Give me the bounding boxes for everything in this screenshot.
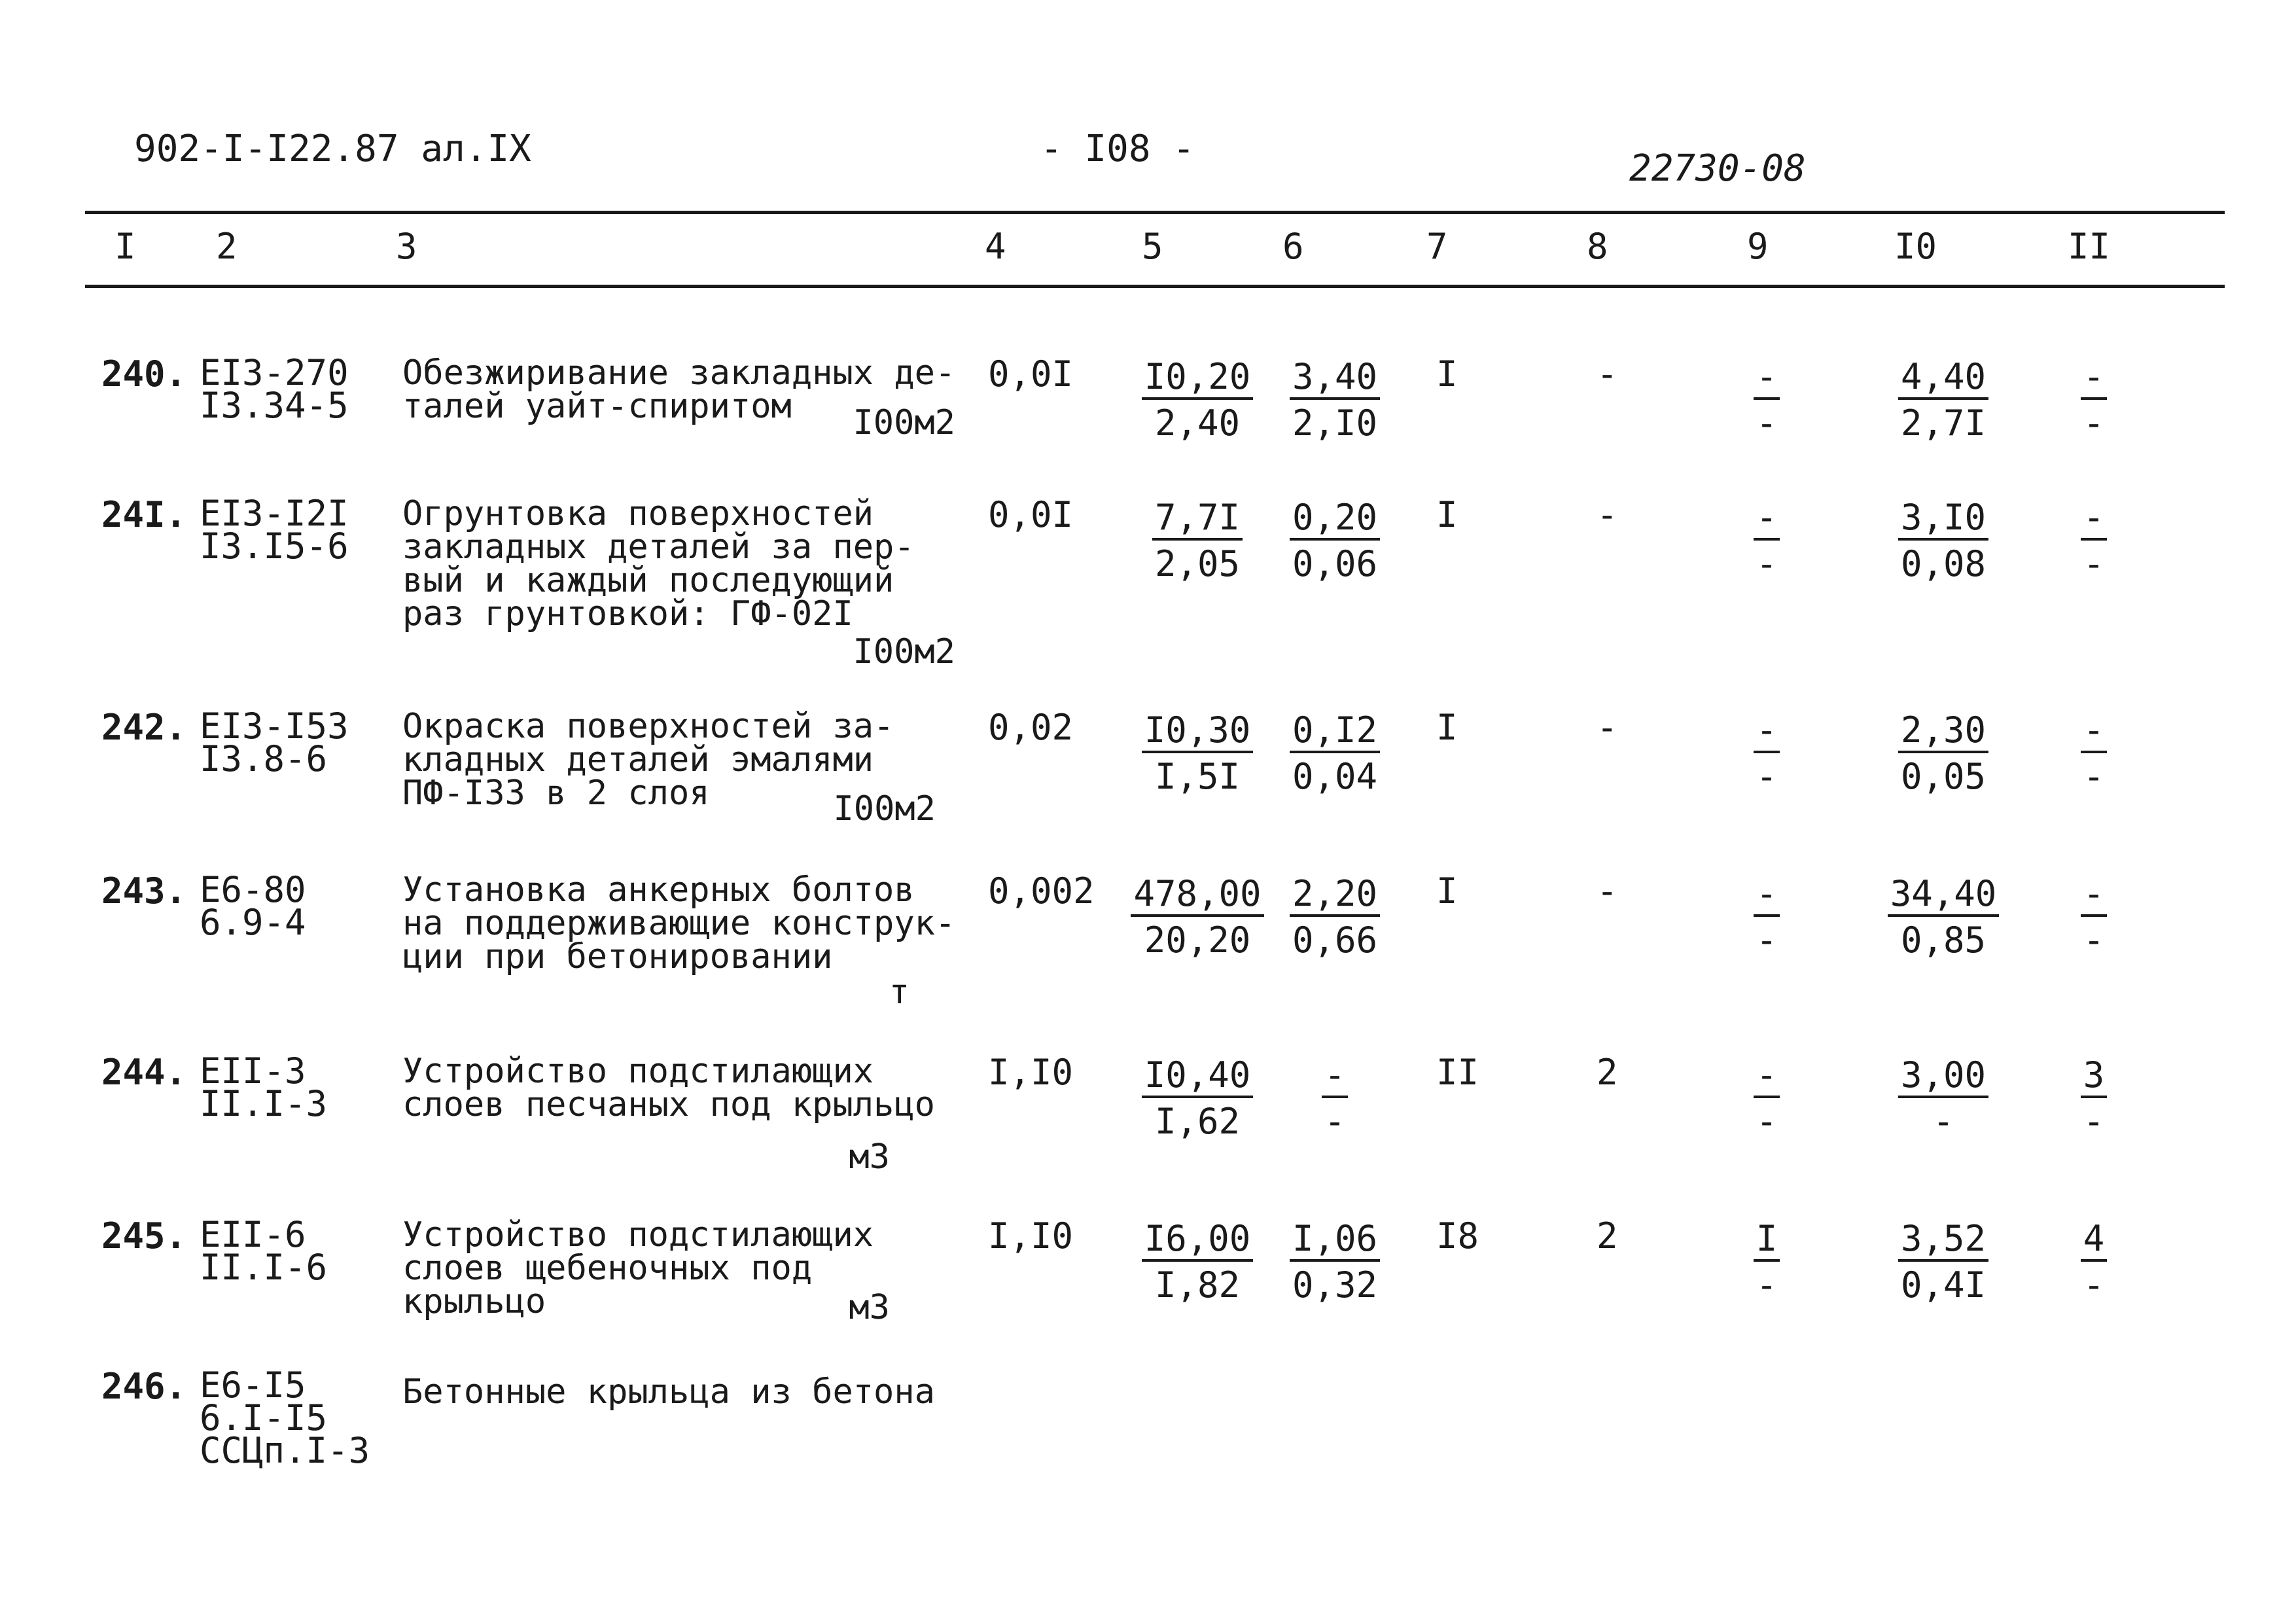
col-header-10: I0 [1894, 226, 1937, 267]
rate-code: EI3-I53 I3.8-6 [200, 705, 349, 779]
row-number: 240. [101, 353, 187, 395]
col9-fraction: - - [1701, 710, 1832, 791]
unit: м3 [849, 1137, 890, 1177]
col11-fraction: - - [2028, 710, 2159, 791]
col5-fraction: I6,00 I,82 [1125, 1219, 1269, 1300]
col-header-5: 5 [1142, 226, 1163, 267]
work-description: Устройство подстилающих слоев песчаных под крыльцо [402, 1052, 935, 1124]
unit: I00м2 [853, 403, 955, 442]
col10-fraction: 34,40 0,85 [1871, 874, 2015, 955]
col11-fraction: - - [2028, 357, 2159, 438]
col7-value: I8 [1436, 1215, 1479, 1257]
col5-fraction: 7,7I 2,05 [1125, 497, 1269, 579]
quantity: 0,002 [988, 870, 1095, 912]
row-number: 244. [101, 1052, 187, 1093]
work-description: Установка анкерных болтов на поддерживающие конструк- ции при бетонировании [402, 870, 956, 976]
col-header-9: 9 [1747, 226, 1769, 267]
col-header-4: 4 [985, 226, 1006, 267]
col11-fraction: 3 - [2028, 1055, 2159, 1136]
col11-fraction: - - [2028, 874, 2159, 955]
col10-fraction: 3,I0 0,08 [1871, 497, 2015, 579]
work-description: Устройство подстилающих слоев щебеночных под крыльцо [402, 1215, 874, 1321]
row-number: 242. [101, 707, 187, 748]
quantity: 0,02 [988, 707, 1074, 748]
col9-fraction: - - [1701, 874, 1832, 955]
quantity: 0,0I [988, 353, 1074, 395]
col5-fraction: 478,00 20,20 [1125, 874, 1269, 955]
col6-fraction: 2,20 0,66 [1263, 874, 1407, 955]
rate-code: EI3-I2I I3.I5-6 [200, 493, 349, 567]
col-header-3: 3 [396, 226, 417, 267]
col10-fraction: 3,52 0,4I [1871, 1219, 2015, 1300]
col7-value: I [1436, 707, 1458, 748]
col-header-7: 7 [1426, 226, 1448, 267]
col8-value: - [1597, 353, 1618, 395]
row-number: 243. [101, 870, 187, 912]
unit: м3 [849, 1288, 890, 1327]
rate-code: EII-6 II.I-6 [200, 1214, 328, 1288]
col6-fraction: - - [1263, 1055, 1407, 1136]
rate-code: EII-3 II.I-3 [200, 1050, 328, 1124]
col7-value: I [1436, 494, 1458, 535]
col7-value: II [1436, 1052, 1479, 1093]
col5-fraction: I0,20 2,40 [1125, 357, 1269, 438]
unit: I00м2 [833, 789, 936, 829]
col8-value: - [1597, 707, 1618, 748]
rate-code: EI3-270 I3.34-5 [200, 352, 349, 426]
col8-value: 2 [1597, 1215, 1618, 1257]
work-description: Окраска поверхностей за- кладных деталей эмалями ПФ-I33 в 2 слоя [402, 707, 894, 813]
row-number: 245. [101, 1215, 187, 1257]
col6-fraction: 0,20 0,06 [1263, 497, 1407, 579]
quantity: 0,0I [988, 494, 1074, 535]
row-number: 24I. [101, 494, 187, 535]
col9-fraction: - - [1701, 497, 1832, 579]
col-header-2: 2 [216, 226, 238, 267]
col9-fraction: - - [1701, 357, 1832, 438]
col10-fraction: 2,30 0,05 [1871, 710, 2015, 791]
quantity: I,I0 [988, 1052, 1074, 1093]
col10-fraction: 3,00 - [1871, 1055, 2015, 1136]
table-header-rule [85, 285, 2225, 288]
col-header-6: 6 [1282, 226, 1304, 267]
col9-fraction: I - [1701, 1219, 1832, 1300]
rate-code: E6-80 6.9-4 [200, 869, 306, 943]
table-top-rule [85, 211, 2225, 214]
col9-fraction: - - [1701, 1055, 1832, 1136]
col11-fraction: 4 - [2028, 1219, 2159, 1300]
unit: I00м2 [853, 632, 955, 671]
col5-fraction: I0,40 I,62 [1125, 1055, 1269, 1136]
work-description: Бетонные крыльца из бетона [402, 1372, 935, 1412]
col-header-11: II [2068, 226, 2111, 267]
row-number: 246. [101, 1366, 187, 1407]
work-description: Огрунтовка поверхностей закладных деталей за пер- вый и каждый последующий раз грунтовкой: ГФ-02I [402, 494, 915, 633]
col6-fraction: 3,40 2,I0 [1263, 357, 1407, 438]
col8-value: 2 [1597, 1052, 1618, 1093]
col10-fraction: 4,40 2,7I [1871, 357, 2015, 438]
document-code: 902-I-I22.87 ал.IX [134, 128, 531, 170]
unit: т [889, 972, 910, 1012]
col-header-1: I [115, 226, 136, 267]
col8-value: - [1597, 870, 1618, 912]
reference-number: 22730-08 [1629, 147, 1806, 190]
col6-fraction: I,06 0,32 [1263, 1219, 1407, 1300]
col7-value: I [1436, 353, 1458, 395]
col11-fraction: - - [2028, 497, 2159, 579]
quantity: I,I0 [988, 1215, 1074, 1257]
col5-fraction: I0,30 I,5I [1125, 710, 1269, 791]
rate-code: E6-I5 6.I-I5 ССЦп.I-3 [200, 1364, 370, 1471]
page-number: - I08 - [1040, 128, 1195, 170]
col-header-8: 8 [1587, 226, 1608, 267]
col8-value: - [1597, 494, 1618, 535]
work-description: Обезжиривание закладных де- талей уайт-спиритом [402, 353, 956, 426]
col7-value: I [1436, 870, 1458, 912]
col6-fraction: 0,I2 0,04 [1263, 710, 1407, 791]
